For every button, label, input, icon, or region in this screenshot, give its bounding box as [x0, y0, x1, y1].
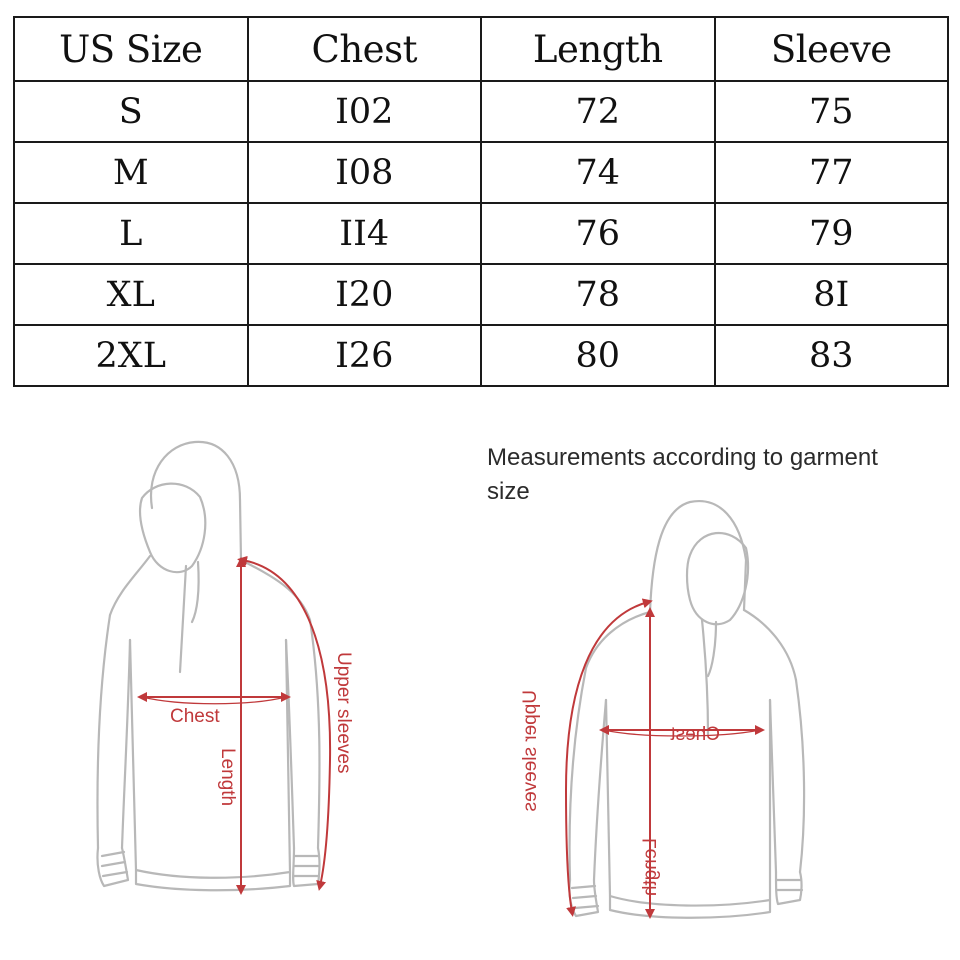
front-hoodie-outline — [97, 442, 319, 890]
size-cell: XL — [14, 264, 248, 325]
back-length-label: Length — [640, 838, 661, 897]
front-length-label: Length — [217, 748, 238, 807]
sleeve-cell: 79 — [715, 203, 949, 264]
front-chest-label: Chest — [170, 706, 220, 727]
column-header: US Size — [14, 17, 248, 81]
length-cell: 78 — [481, 264, 715, 325]
front-sleeve-line — [242, 560, 330, 886]
chest-cell: I20 — [248, 264, 482, 325]
sleeve-cell: 77 — [715, 142, 949, 203]
length-cell: 80 — [481, 325, 715, 386]
size-cell: 2XL — [14, 325, 248, 386]
chest-cell: II4 — [248, 203, 482, 264]
measurement-note-line2: size — [487, 478, 530, 505]
size-cell: S — [14, 81, 248, 142]
back-chest-label: Chest — [670, 724, 720, 745]
front-sleeve-label: Upper sleeves — [333, 652, 354, 774]
sleeve-cell: 75 — [715, 81, 949, 142]
size-cell: M — [14, 142, 248, 203]
column-header: Chest — [248, 17, 482, 81]
back-hoodie-outline — [569, 501, 804, 918]
length-cell: 74 — [481, 142, 715, 203]
sleeve-cell: 8I — [715, 264, 949, 325]
measurement-note-line1: Measurements according to garment — [487, 444, 878, 471]
back-hoodie-diagram — [566, 501, 804, 918]
length-cell: 72 — [481, 81, 715, 142]
size-cell: L — [14, 203, 248, 264]
chest-cell: I08 — [248, 142, 482, 203]
back-sleeve-label: Upper sleeves — [520, 690, 541, 812]
front-hoodie-diagram — [97, 442, 330, 890]
chest-cell: I02 — [248, 81, 482, 142]
chest-cell: I26 — [248, 325, 482, 386]
column-header: Length — [481, 17, 715, 81]
sleeve-cell: 83 — [715, 325, 949, 386]
column-header: Sleeve — [715, 17, 949, 81]
length-cell: 76 — [481, 203, 715, 264]
